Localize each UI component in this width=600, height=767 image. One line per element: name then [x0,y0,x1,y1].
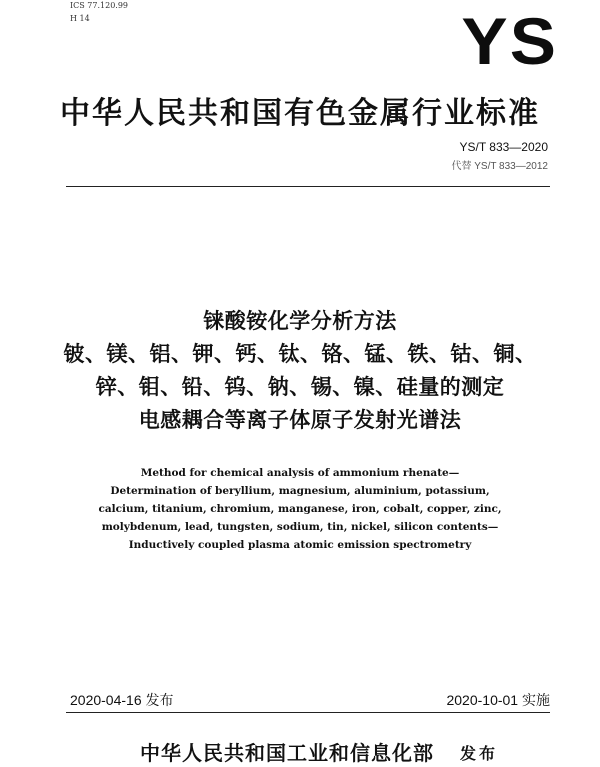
en-title-line-2: Determination of beryllium, magnesium, aluminium, potassium, [110,485,490,497]
top-rule [66,186,550,187]
en-title-line-1: Method for chemical analysis of ammonium rhenate— [140,467,460,479]
en-title [60,464,540,554]
implementation-date: 2020-10-01 实施 [446,692,550,708]
en-title-line-4: molybdenum, lead, tungsten, sodium, tin, nickel, silicon contents— [101,521,499,533]
zh-title-line-4: 电感耦合等离子体原子发射光谱法 [138,408,462,432]
standard-number: YS/T 833—2020 [459,140,548,154]
en-title-line-3: calcium, titanium, chromium, manganese, iron, cobalt, copper, zinc, [98,503,502,515]
zh-title-line-3: 锌、钼、铅、钨、钠、锡、镍、硅量的测定 [95,375,505,399]
ys-logo: YS [461,4,558,78]
issue-date: 2020-04-16 发布 [70,692,174,708]
ics-code: ICS 77.120.99 [70,1,129,10]
en-title-line-5: Inductively coupled plasma atomic emission spectrometry [128,539,472,551]
replaces-note: 代替 YS/T 833—2012 [451,161,548,172]
zh-title-line-2: 铍、镁、铝、钾、钙、钛、铬、锰、铁、钴、铜、 [63,342,537,366]
ccs-code: H 14 [70,14,90,23]
bottom-rule [66,712,550,713]
issuer: 中华人民共和国工业和信息化部 [140,741,434,765]
org-title: 中华人民共和国有色金属行业标准 [60,96,540,131]
issued-label: 发布 [460,744,499,763]
zh-title-line-1: 铼酸铵化学分析方法 [203,309,397,333]
